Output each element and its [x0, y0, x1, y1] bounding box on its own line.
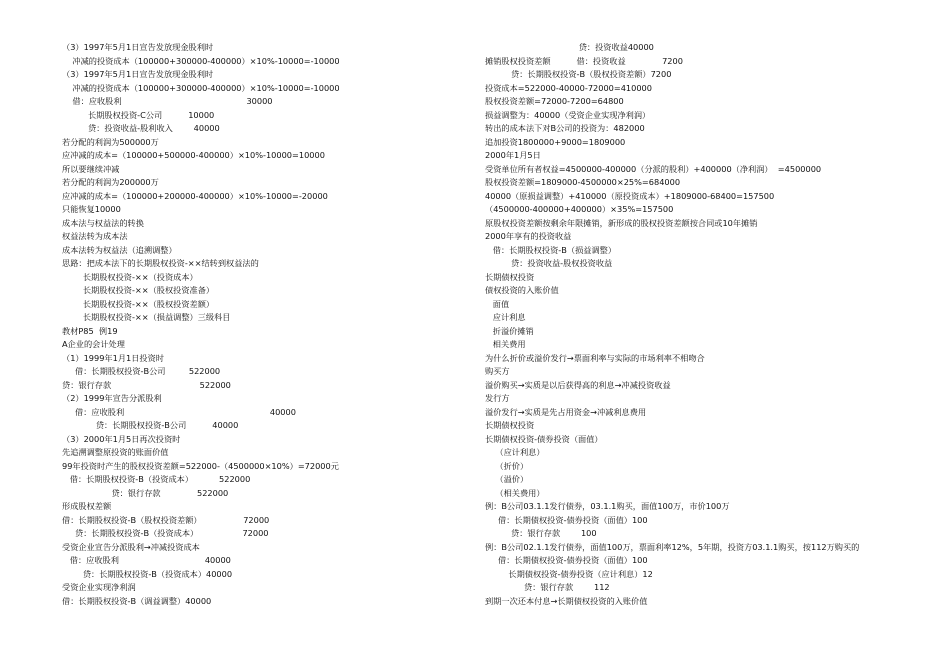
text-line: 若分配的利润为500000万 [62, 136, 159, 147]
text-line: 若分配的利润为200000万 [62, 177, 159, 187]
text-line: 发行方 [485, 393, 510, 403]
text-line: 40000（原损益调整）+410000（原投资成本）+1809000-68400=157500 [485, 190, 775, 201]
text-line: 只能恢复10000 [62, 204, 121, 214]
text-line: 长期债权投资 [485, 420, 535, 430]
text-line: （3）1997年5月1日宣告发放现金股利时 [62, 69, 214, 79]
text-line: 长期股权投资-××（股权投资差额） [62, 298, 215, 309]
text-line: 长期股权投资-C公司 10000 [62, 109, 215, 120]
text-line: 借：应收股利 30000 [62, 96, 273, 106]
text-line: （相关费用） [485, 487, 545, 498]
text-line: A企业的会计处理 [62, 339, 125, 349]
text-line: 受资单位所有者权益=4500000-400000（分派的股利）+400000（净利润） =4500000 [485, 163, 822, 174]
text-line: 贷：投资收益-股权投资收益 [485, 258, 613, 268]
text-line: 贷：银行存款 522000 [62, 379, 231, 390]
text-line: 教材P85 例19 [62, 325, 118, 336]
text-line: 贷：长期股权投资-B（投资成本） 72000 [62, 528, 269, 538]
text-line: 借：长期股权投资-B（股权投资差额） 72000 [62, 514, 270, 525]
text-line: 借：长期股权投资-B（损益调整） [485, 244, 617, 255]
text-line: 2000年享有的投资收益 [485, 231, 572, 241]
text-line: 借：应收股利 40000 [62, 406, 296, 417]
text-line: （2）1999年宣告分派股利 [62, 393, 162, 403]
text-line: 贷：长期股权投资-B公司 40000 [62, 420, 239, 430]
text-line: 股权投资差额=1809000-4500000×25%=684000 [485, 177, 681, 187]
text-line: （1）1999年1月1日投资时 [62, 352, 164, 363]
text-line: 借：长期股权投资-B（投资成本） 522000 [62, 474, 251, 484]
text-line: （3）2000年1月5日再次投资时 [62, 433, 181, 444]
text-line: 长期债权投资-债券投资（应计利息）12 [485, 568, 653, 579]
text-line: 借：长期股权投资-B（调益调整）40000 [62, 595, 212, 606]
right-column [485, 41, 935, 608]
text-line: 购买方 [485, 366, 510, 376]
text-line: （溢价） [485, 474, 529, 484]
left-column [62, 41, 462, 608]
text-line: 摊销股权投资差额 借：投资收益 7200 [485, 55, 683, 66]
text-line: 所以要继续冲减 [62, 163, 120, 174]
text-line: 成本法转为权益法（追溯调整） [62, 244, 177, 255]
text-line: 转出的成本法下对B公司的投资为：482000 [485, 123, 645, 133]
text-line: 溢价购买→实质是以后获得高的利息→冲减投资收益 [485, 379, 671, 390]
text-line: 冲减的投资成本（100000+300000-400000）×10%-10000=-10000 [62, 82, 340, 93]
text-line: 长期股权投资-××（损益调整）三级科目 [62, 312, 231, 322]
text-line: 先追溯调整原投资的账面价值 [62, 447, 169, 457]
text-line: 冲减的投资成本（100000+300000-400000）×10%-10000=-10000 [62, 55, 340, 66]
text-line: 应计利息 [485, 312, 526, 322]
text-line: （3）1997年5月1日宣告发放现金股利时 [62, 42, 214, 52]
text-line: 思路：把成本法下的长期股权投资-××结转到权益法的 [62, 258, 259, 268]
text-line: 借：长期债权投资-债券投资（面值）100 [485, 514, 648, 525]
text-line: 面值 [485, 298, 510, 309]
text-line: （折价） [485, 460, 529, 471]
text-line: 贷：长期股权投资-B（股权投资差额）7200 [485, 69, 672, 79]
text-line: 借：应收股利 40000 [62, 555, 231, 565]
text-line: 投资成本=522000-40000-72000=410000 [485, 82, 652, 93]
text-line: （4500000-400000+400000）×35%=157500 [485, 204, 674, 214]
text-line: 股权投资差额=72000-7200=64800 [485, 96, 624, 106]
text-line: 贷：长期股权投资-B（投资成本）40000 [62, 568, 233, 579]
text-line: 贷：银行存款 522000 [62, 487, 229, 498]
text-line: 相关费用 [485, 339, 526, 349]
text-line: 长期股权投资-××（投资成本） [62, 271, 198, 282]
text-line: 形成股权差额 [62, 501, 112, 511]
text-line: 债权投资的入账价值 [485, 285, 559, 295]
text-line: （应计利息） [485, 447, 545, 457]
text-line: 溢价发行→实质是先占用资金→冲减利息费用 [485, 406, 647, 417]
text-line: 例：B公司02.1.1发行债券，面值100万，票面利率12%，5年期，投资方03.1.1购买，按112万购买的 [485, 541, 860, 552]
text-line: 受资企业实现净利润 [62, 582, 136, 592]
text-line: 原股权投资差额按剩余年限摊销，新形成的股权投资差额按合同或10年摊销 [485, 217, 758, 228]
text-line: 99年投资时产生的股权投资差额=522000-（4500000×10%）=72000元 [62, 460, 339, 471]
text-line: 长期债权投资 [485, 271, 535, 282]
text-line: 2000年1月5日 [485, 150, 541, 160]
text-line: 借：长期债权投资-债券投资（面值）100 [485, 555, 648, 565]
text-line: 贷：银行存款 112 [485, 582, 610, 592]
text-line: 长期债权投资-债券投资（面值） [485, 433, 603, 444]
text-line: 例：B公司03.1.1发行债券，03.1.1购买，面值100万，市价100万 [485, 501, 730, 511]
text-line: 应冲减的成本=（100000+500000-400000）×10%-10000=10000 [62, 150, 325, 160]
text-line: 权益法转为成本法 [62, 231, 128, 241]
text-line: 贷：投资收益40000 [485, 42, 654, 52]
text-line: 受资企业宣告分派股利→冲减投资成本 [62, 541, 200, 552]
text-line: 追加投资1800000+9000=1809000 [485, 136, 626, 147]
text-line: 贷：银行存款 100 [485, 528, 597, 538]
text-line: 贷：投资收益-股利收入 40000 [62, 123, 220, 133]
text-line: 折溢价摊销 [485, 325, 534, 336]
text-line: 为什么折价或溢价发行→票面利率与实际的市场利率不相吻合 [485, 352, 705, 363]
text-line: 成本法与权益法的转换 [62, 217, 144, 228]
text-line: 损益调整为：40000（受资企业实现净利润） [485, 109, 651, 120]
text-line: 到期一次还本付息→长期债权投资的入账价值 [485, 595, 648, 606]
text-line: 借：长期股权投资-B公司 522000 [62, 366, 221, 376]
text-line: 应冲减的成本=（100000+200000-400000）×10%-10000=-20000 [62, 190, 328, 201]
text-line: 长期股权投资-××（股权投资准备） [62, 285, 215, 295]
